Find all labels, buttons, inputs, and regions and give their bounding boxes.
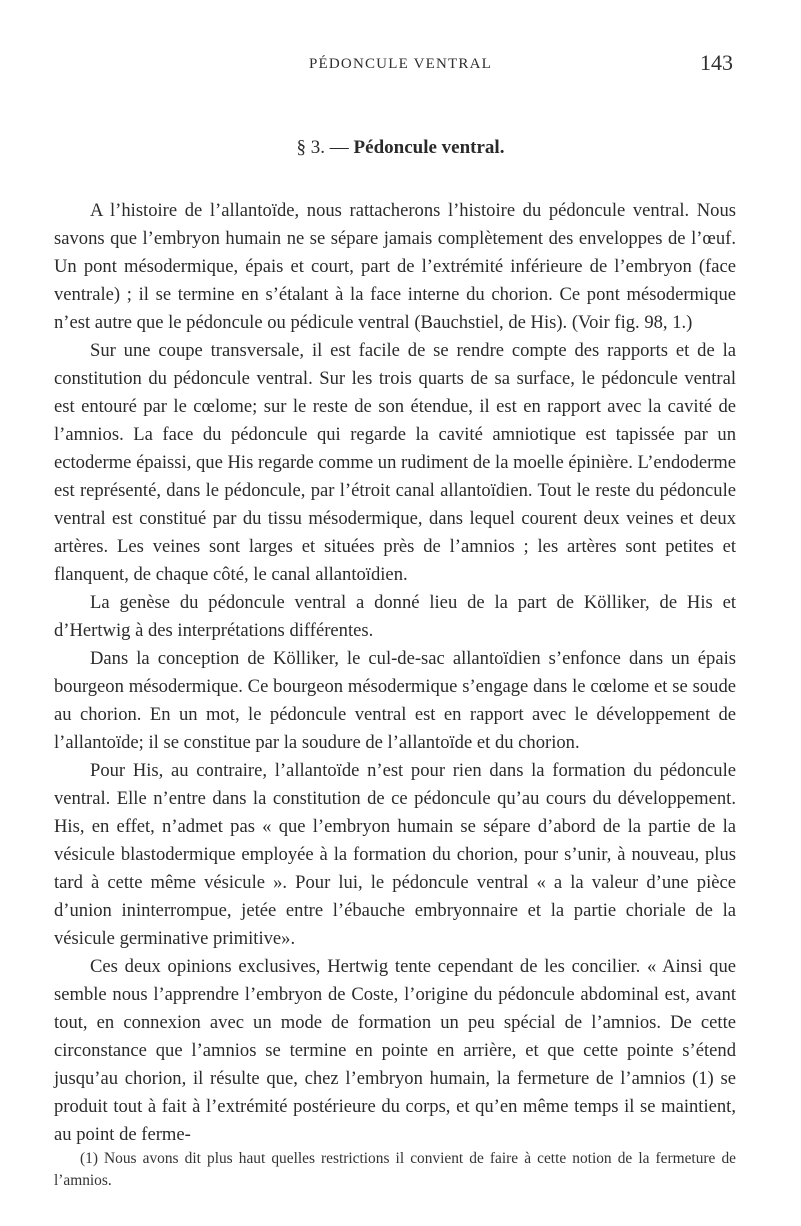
paragraph: La genèse du pédoncule ventral a donné lieu de la part de Kölliker, de His et d’Hertwig à des interprétations différentes. [54, 592, 736, 641]
section-title: Pédoncule ventral. [353, 137, 505, 158]
running-title: PÉDONCULE VENTRAL [308, 56, 493, 72]
paragraph: Pour His, au contraire, l’allantoïde n’est pour rien dans la formation du pédoncule ventral. Elle n’entre dans la constitution de ce pédoncule qu’au cours du développement. His, en effet, n’admet pas « que l’embryon humain se sépare d’abord de la partie de la vésicule blastodermique employée à la formation du chorion, pour s’unir, à nouveau, plus tard à cette même vésicule ». Pour lui, le pédoncule ventral « a la valeur d’une pièce d’union ininterrompue, jetée entre l’ébauche embryonnaire et la partie choriale de la vésicule germinative primitive». [54, 760, 736, 949]
paragraph: Sur une coupe transversale, il est facile de se rendre compte des rapports et de la constitution du pédoncule ventral. Sur les trois quarts de sa surface, le pédoncule ventral est entouré par le cœlome; sur le reste de son étendue, il est en rapport avec la cavité de l’amnios. La face du pédoncule qui regarde la cavité amniotique est tapissée par un ectoderme épaissi, que His regarde comme un rudiment de la moelle épinière. L’endoderme est représenté, dans le pédoncule, par l’étroit canal allantoïdien. Tout le reste du pédoncule ventral est constitué par du tissu mésodermique, dans lequel courent deux veines et deux artères. Les veines sont larges et situées près de l’amnios ; les artères sont petites et flanquent, de chaque côté, le canal allantoïdien. [54, 340, 736, 585]
body-text [54, 197, 736, 1149]
paragraph: Dans la conception de Kölliker, le cul-de-sac allantoïdien s’enfonce dans un épais bourgeon mésodermique. Ce bourgeon mésodermique s’engage dans le cœlome et se soude au chorion. En un mot, le pédoncule ventral est en rapport avec le développement de l’allantoïde; il se constitue par la soudure de l’allantoïde et du chorion. [54, 648, 736, 753]
paragraph: Ces deux opinions exclusives, Hertwig tente cependant de les concilier. « Ainsi que semble nous l’apprendre l’embryon de Coste, l’origine du pédoncule abdominal est, avant tout, en connexion avec un mode de formation un peu spécial de l’amnios. De cette circonstance que l’amnios se termine en pointe en arrière, et que cette pointe s’étend jusqu’au chorion, il résulte que, chez l’embryon humain, la fermeture de l’amnios (1) se produit tout à fait à l’extrémité postérieure du corps, et qu’en même temps il se maintient, au point de ferme- [54, 956, 736, 1145]
paragraph: A l’histoire de l’allantoïde, nous rattacherons l’histoire du pédoncule ventral. Nous savons que l’embryon humain ne se sépare jamais complètement des enveloppes de l’œuf. Un pont mésodermique, épais et court, part de l’extrémité inférieure de l’embryon (face ventrale) ; il se termine en s’étalant à la face interne du chorion. Ce pont mésodermique n’est autre que le pédoncule ou pédicule ventral (Bauchstiel, de His). (Voir fig. 98, 1.) [54, 200, 736, 333]
section-heading [0, 137, 801, 159]
section-number: § 3. — [296, 137, 354, 158]
page-number: 143 [700, 50, 733, 75]
footnote: (1) Nous avons dit plus haut quelles restrictions il convient de faire à cette notion de la fermeture de l’amnios. [54, 1150, 736, 1189]
running-head [0, 50, 801, 82]
